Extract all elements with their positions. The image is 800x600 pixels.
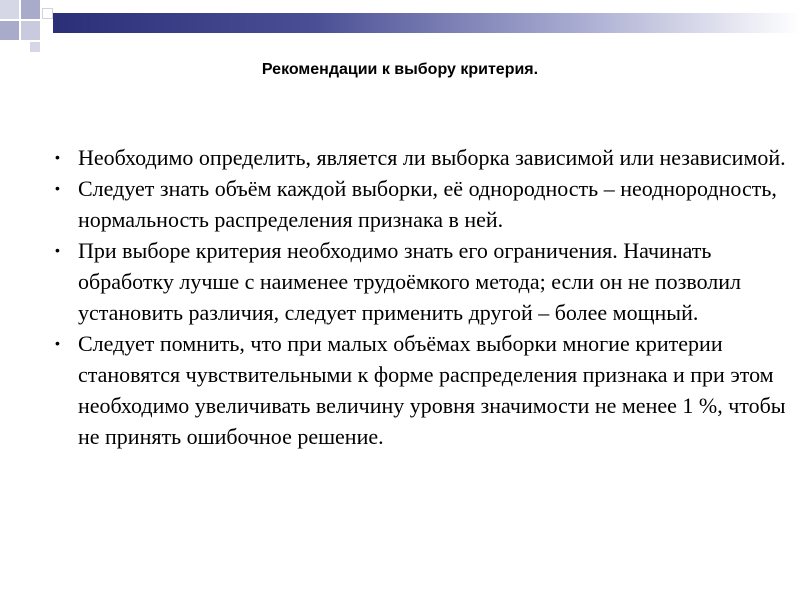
bullet-item — [48, 235, 793, 328]
bullet-text: Следует знать объём каждой выборки, её однородность – неоднородность, нормальность распределения признака в ней. — [78, 176, 777, 232]
bullet-marker: • — [55, 149, 60, 165]
bullet-marker: • — [55, 242, 60, 258]
header-square-decoration — [0, 21, 19, 40]
header-square-decoration — [0, 0, 19, 19]
bullet-item — [48, 328, 793, 452]
bullet-text: Необходимо определить, является ли выборка зависимой или независимой. — [78, 145, 786, 170]
bullet-text: Следует помнить, что при малых объёмах выборки многие критерии становятся чувствительными к форме распределения признака и при этом необходимо увеличивать величину уровня значимости не менее 1 %, чтобы не принять ошибочное решение. — [78, 331, 786, 449]
header-square-decoration — [42, 8, 53, 19]
bullet-marker: • — [55, 180, 60, 196]
bullet-item — [48, 173, 793, 235]
header-gradient-bar — [53, 13, 800, 33]
bullet-text: При выборе критерия необходимо знать его ограничения. Начинать обработку лучше с наименее трудоёмкого метода; если он не позволил установить различия, следует применить другой – более мощный. — [78, 238, 742, 325]
bullet-list — [48, 142, 793, 452]
bullet-marker: • — [55, 335, 60, 351]
header-square-decoration — [21, 21, 40, 40]
header-square-decoration — [21, 0, 40, 19]
slide-title: Рекомендации к выбору критерия. — [261, 61, 539, 78]
header-square-decoration — [30, 42, 40, 52]
bullet-item — [48, 142, 793, 173]
